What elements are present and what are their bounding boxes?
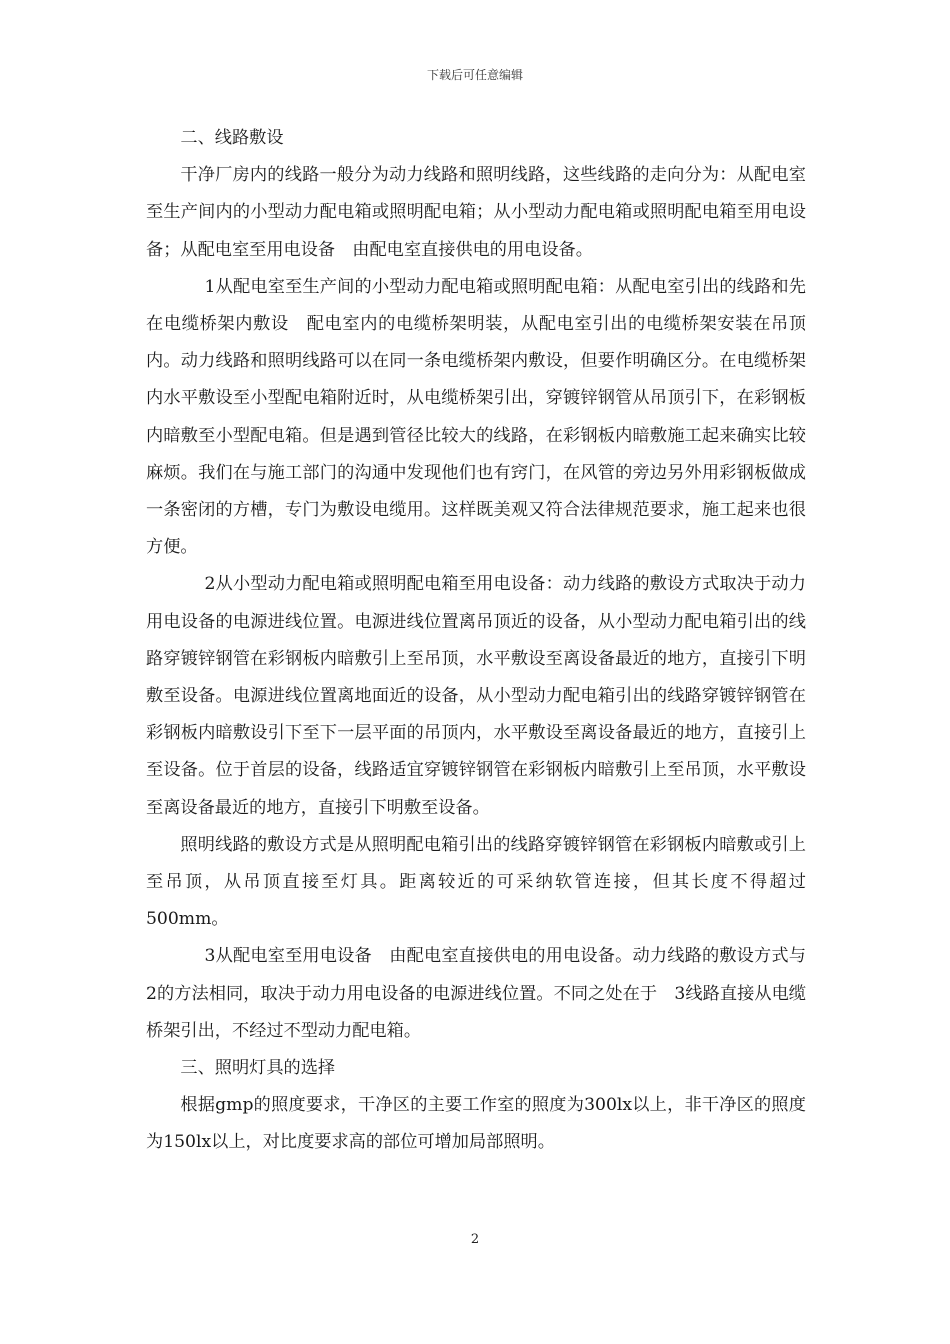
paragraph-item-1: 1从配电室至生产间的小型动力配电箱或照明配电箱：从配电室引出的线路和先在电缆桥架内敷设 配电室内的电缆桥架明装，从配电室引出的电缆桥架安装在吊顶内。动力线路和照明线路可以在同一条电缆桥架内敷设，但要作明确区分。在电缆桥架内水平敷设至小型配电箱附近时，从电缆桥架引出，穿镀锌钢管从吊顶引下，在彩钢板内暗敷至小型配电箱。但是遇到管径比较大的线路，在彩钢板内暗敷施工起来确实比较麻烦。我们在与施工部门的沟通中发现他们也有窍门，在风管的旁边另外用彩钢板做成一条密闭的方槽，专门为敷设电缆用。这样既美观又符合法律规范要求，施工起来也很方便。 [146, 276, 806, 558]
section-heading-wiring: 二、线路敷设 [180, 128, 284, 148]
paragraph-wiring-overview: 干净厂房内的线路一般分为动力线路和照明线路，这些线路的走向分为：从配电室至生产间内的小型动力配电箱或照明配电箱；从小型动力配电箱或照明配电箱至用电设备；从配电室至用电设备 由配电室直接供电的用电设备。 [146, 165, 806, 260]
document-body [146, 120, 824, 1162]
paragraph-item-2: 2从小型动力配电箱或照明配电箱至用电设备：动力线路的敷设方式取决于动力用电设备的电源进线位置。电源进线位置离吊顶近的设备，从小型动力配电箱引出的线路穿镀锌钢管在彩钢板内暗敷引上至吊顶，水平敷设至离设备最近的地方，直接引下明敷至设备。电源进线位置离地面近的设备，从小型动力配电箱引出的线路穿镀锌钢管在彩钢板内暗敷设引下至下一层平面的吊顶内，水平敷设至离设备最近的地方，直接引上至设备。位于首层的设备，线路适宜穿镀锌钢管在彩钢板内暗敷引上至吊顶，水平敷设至离设备最近的地方，直接引下明敷至设备。 [146, 574, 806, 818]
page-number: 2 [470, 1232, 480, 1247]
section-heading-lighting: 三、照明灯具的选择 [180, 1058, 336, 1079]
page-header: 下载后可任意编辑 [426, 68, 523, 82]
paragraph-lighting-wiring: 照明线路的敷设方式是从照明配电箱引出的线路穿镀锌钢管在彩钢板内暗敷或引上至吊顶，从吊顶直接至灯具。距离较近的可采纳软管连接，但其长度不得超过500mm。 [146, 834, 806, 930]
paragraph-item-3: 3从配电室至用电设备 由配电室直接供电的用电设备。动力线路的敷设方式与 2的方法相同，取决于动力用电设备的电源进线位置。不同之处在于 3线路直接从电缆桥架引出，不经过不型动力配电箱。 [146, 946, 824, 1041]
paragraph-illuminance: 根据gmp的照度要求，干净区的主要工作室的照度为300lx以上，非干净区的照度为150lx以上，对比度要求高的部位可增加局部照明。 [146, 1095, 806, 1153]
